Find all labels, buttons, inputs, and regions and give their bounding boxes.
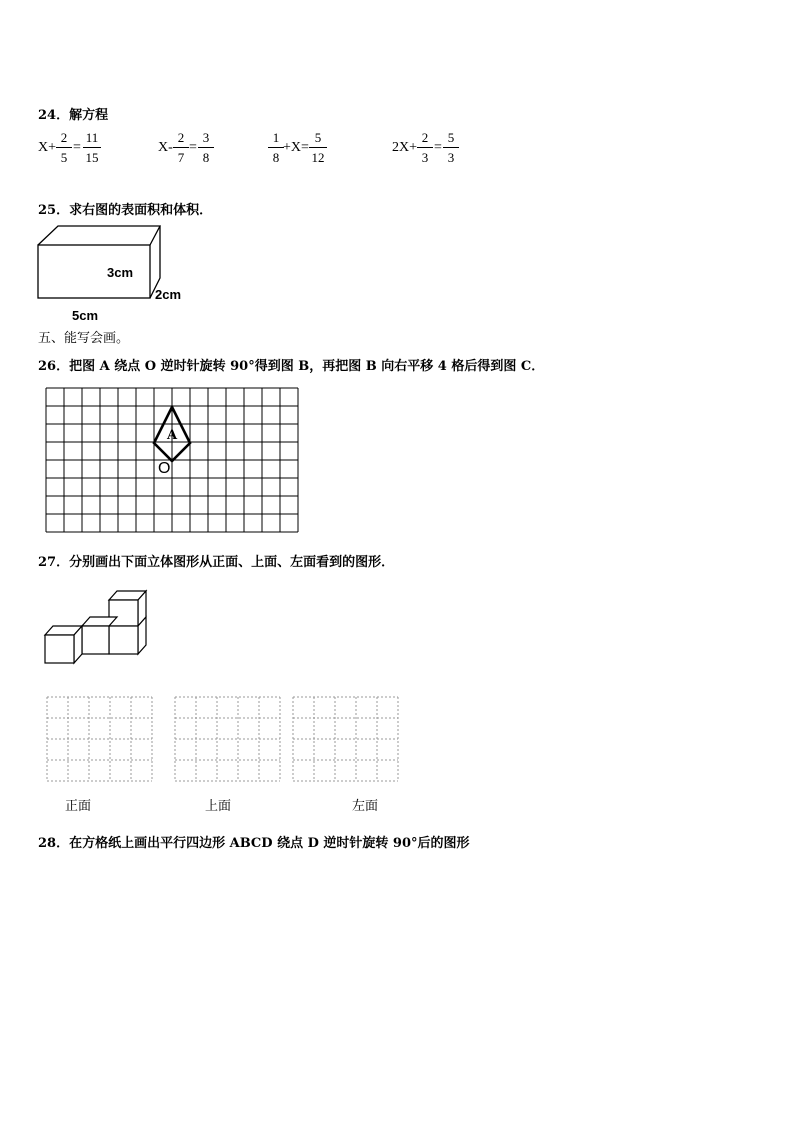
question-28-title: 28．在方格纸上画出平行四边形 ABCD 绕点 D 逆时针旋转 90°后的图形 — [38, 836, 470, 851]
equation-2-fraction-1 — [172, 130, 190, 170]
fraction-numerator: 2 — [177, 130, 185, 145]
fraction-denominator: 12 — [311, 150, 325, 165]
cuboid-top-face — [38, 226, 160, 245]
fraction-denominator: 3 — [421, 150, 429, 165]
cuboid-front-face — [38, 245, 150, 298]
equation-1-prefix: X+ — [38, 140, 57, 155]
top-view-grid — [174, 696, 282, 784]
equation-4-fraction-1 — [416, 130, 434, 170]
equation-4 — [392, 130, 472, 170]
cube-solid-figure — [40, 586, 155, 668]
equals-sign: = — [73, 140, 81, 155]
cuboid-figure — [30, 220, 170, 305]
cuboid-height-label: 3cm — [107, 265, 134, 280]
equation-3-middle: +X= — [283, 140, 309, 155]
shape-a-label: A — [167, 428, 178, 443]
equation-1-fraction-1 — [55, 130, 73, 170]
front-view-grid — [46, 696, 156, 784]
left-view-grid — [292, 696, 400, 784]
cube-front-face — [109, 600, 138, 626]
question-24-title: 24．解方程 — [38, 108, 109, 123]
rotation-grid — [44, 386, 302, 536]
top-view-label: 上面 — [205, 799, 232, 814]
fraction-denominator: 3 — [447, 150, 455, 165]
fraction-numerator: 11 — [85, 130, 99, 145]
fraction-numerator: 3 — [202, 130, 210, 145]
equation-2 — [158, 130, 238, 170]
equation-2-fraction-2 — [197, 130, 215, 170]
equals-sign: = — [434, 140, 442, 155]
question-27-title: 27．分别画出下面立体图形从正面、上面、左面看到的图形． — [38, 555, 395, 570]
fraction-numerator: 5 — [447, 130, 455, 145]
equals-sign: = — [189, 140, 197, 155]
front-view-label: 正面 — [65, 799, 92, 814]
fraction-numerator: 2 — [60, 130, 68, 145]
left-view-label: 左面 — [352, 799, 379, 814]
equation-1 — [38, 130, 118, 170]
fraction-numerator: 5 — [314, 130, 322, 145]
section-5-title: 五、能写会画。 — [38, 331, 130, 346]
equation-3-fraction-2 — [308, 130, 328, 170]
fraction-denominator: 15 — [85, 150, 99, 165]
fraction-numerator: 1 — [272, 130, 280, 145]
fraction-denominator: 8 — [272, 150, 280, 165]
fraction-numerator: 2 — [421, 130, 429, 145]
fraction-denominator: 7 — [177, 150, 185, 165]
equation-4-prefix: 2X+ — [392, 140, 418, 155]
equation-4-fraction-2 — [442, 130, 460, 170]
cube-front-face — [109, 626, 138, 654]
point-o-label: O — [158, 460, 171, 477]
cuboid-length-label: 5cm — [72, 308, 99, 323]
equation-1-fraction-2 — [82, 130, 102, 170]
fraction-denominator: 5 — [60, 150, 68, 165]
equation-3 — [267, 130, 347, 170]
cuboid-depth-label: 2cm — [155, 287, 182, 302]
fraction-denominator: 8 — [202, 150, 210, 165]
equation-2-prefix: X- — [158, 140, 173, 155]
question-26-title: 26．把图 A 绕点 O 逆时针旋转 90°得到图 B，再把图 B 向右平移 4 格后得到图 C． — [38, 359, 545, 374]
cube-front-face — [82, 626, 109, 654]
cube-front-face — [45, 635, 74, 663]
question-25-title: 25．求右图的表面积和体积． — [38, 203, 213, 218]
